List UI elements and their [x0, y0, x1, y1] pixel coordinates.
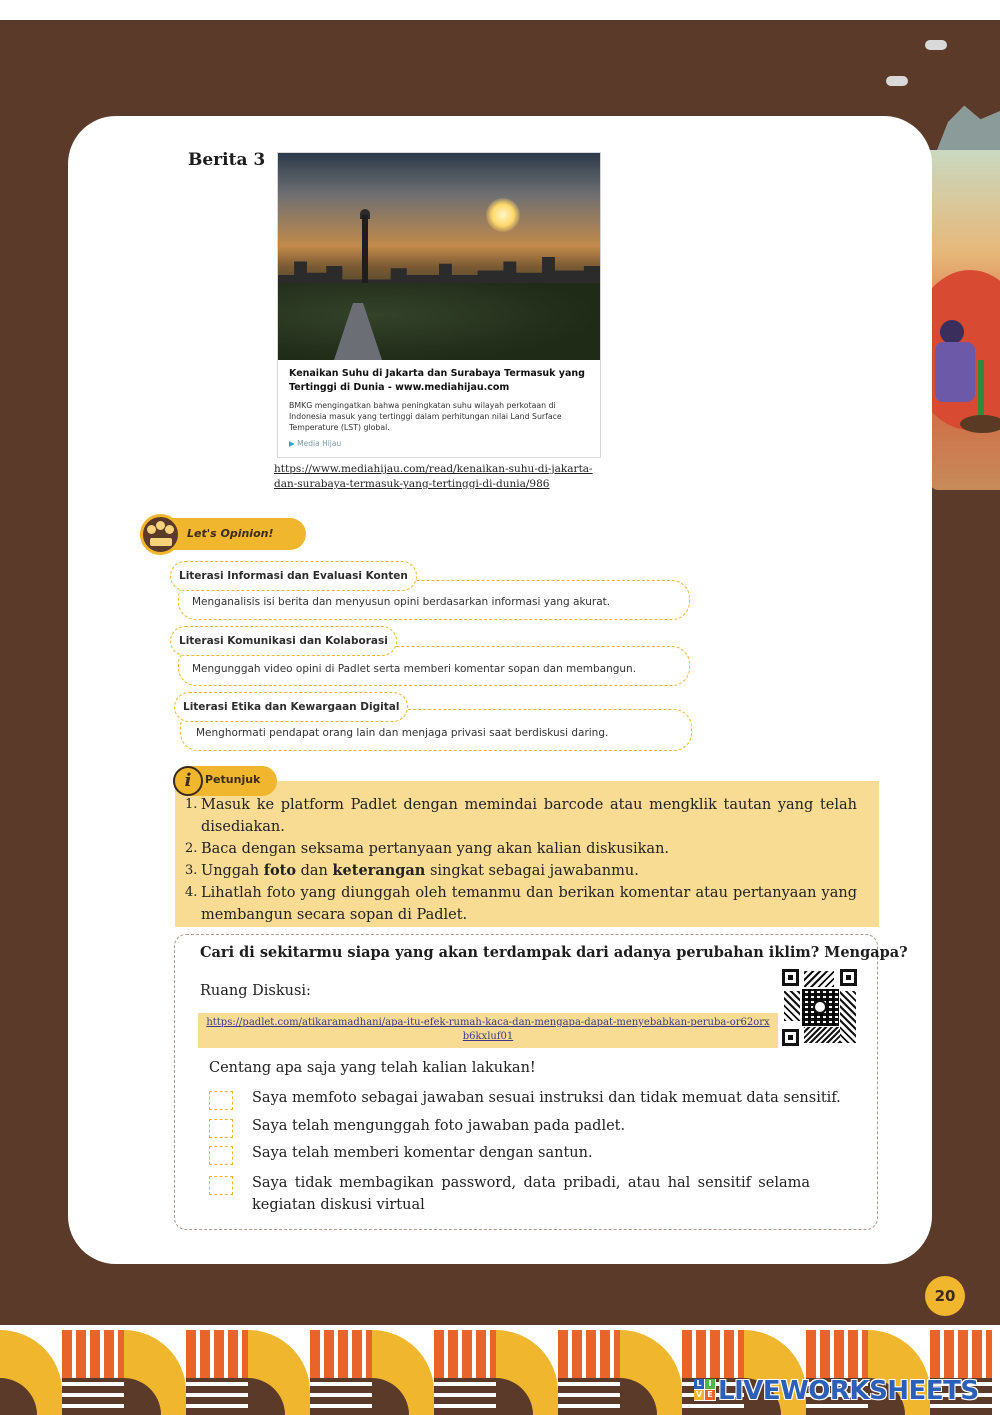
page-number: 20: [925, 1276, 965, 1316]
berita-label: Berita 3: [188, 150, 266, 170]
discussion-group-icon: [140, 514, 181, 555]
news-source: ▶ Media Hijau: [289, 439, 342, 448]
instruction-step: 2. Baca dengan seksama pertanyaan yang akan kalian diskusikan.: [185, 841, 670, 857]
info-icon: i: [173, 766, 203, 796]
liveworksheets-badge-icon: L I V E: [694, 1379, 716, 1401]
instructions-label: Petunjuk: [205, 773, 261, 786]
news-link[interactable]: https://www.mediahijau.com/read/kenaikan-suhu-di-jakarta-dan-surabaya-termasuk-yang-tertinggi-di-dunia/986: [274, 463, 593, 490]
checklist-item: Saya telah memberi komentar dengan santun.: [209, 1142, 849, 1165]
literacy-desc-communication: Mengunggah video opini di Padlet serta memberi komentar sopan dan membangun.: [192, 663, 637, 675]
top-margin: [0, 0, 1000, 20]
literacy-desc-information: Menganalisis isi berita dan menyusun opini berdasarkan informasi yang akurat.: [192, 596, 611, 608]
checkbox[interactable]: [209, 1091, 233, 1110]
literacy-heading-information: Literasi Informasi dan Evaluasi Konten: [170, 561, 417, 591]
padlet-link[interactable]: https://padlet.com/atikaramadhani/apa-itu-efek-rumah-kaca-dan-mengapa-dapat-menyebabkan-peruba-or62orxb6kxluf01: [206, 1017, 770, 1042]
opinion-label: Let's Opinion!: [187, 527, 274, 540]
news-title: Kenaikan Suhu di Jakarta dan Surabaya Termasuk yang Tertinggi di Dunia - www.mediahijau.com: [289, 368, 585, 393]
cloud-icon: [886, 76, 908, 86]
checklist-item: Saya telah mengunggah foto jawaban pada padlet.: [209, 1115, 849, 1138]
checklist-title: Centang apa saja yang telah kalian lakukan!: [209, 1060, 536, 1076]
instruction-step: 4. Lihatlah foto yang diunggah oleh temanmu dan berikan komentar atau pertanyaan yang membangun secara sopan di Padlet.: [185, 885, 857, 923]
news-description: BMKG mengingatkan bahwa peningkatan suhu wilayah perkotaan di Indonesia masuk yang tertinggi dalam perhitungan nilai Land Surface Temperature (LST) global.: [289, 401, 562, 432]
instruction-step: 3. Unggah foto dan keterangan singkat sebagai jawabanmu.: [185, 862, 639, 879]
play-icon: ▶: [289, 439, 295, 448]
cloud-icon: [925, 40, 947, 50]
qr-code-icon[interactable]: [782, 969, 857, 1046]
news-photo: [278, 153, 600, 360]
liveworksheets-logo[interactable]: LIVEWORKSHEETS: [718, 1376, 979, 1406]
literacy-desc-ethics: Menghormati pendapat orang lain dan menjaga privasi saat berdiskusi daring.: [196, 727, 609, 739]
literacy-heading-communication: Literasi Komunikasi dan Kolaborasi: [170, 626, 397, 656]
instructions-list: [185, 794, 857, 926]
checkbox[interactable]: [209, 1176, 233, 1195]
checklist-item: Saya memfoto sebagai jawaban sesuai instruksi dan tidak memuat data sensitif.: [209, 1087, 849, 1110]
discussion-question: Cari di sekitarmu siapa yang akan terdampak dari adanya perubahan iklim? Mengapa?: [200, 944, 908, 961]
discussion-room-label: Ruang Diskusi:: [200, 983, 311, 999]
climate-illustration: [930, 150, 1000, 490]
checklist-item: Saya tidak membagikan password, data pribadi, atau hal sensitif selama kegiatan diskusi virtual: [209, 1172, 810, 1216]
instruction-step: 1. Masuk ke platform Padlet dengan memindai barcode atau mengklik tautan yang telah disediakan.: [185, 797, 857, 835]
checkbox[interactable]: [209, 1146, 233, 1165]
news-preview-card[interactable]: [277, 152, 601, 458]
literacy-heading-ethics: Literasi Etika dan Kewargaan Digital: [174, 692, 408, 722]
checkbox[interactable]: [209, 1119, 233, 1138]
